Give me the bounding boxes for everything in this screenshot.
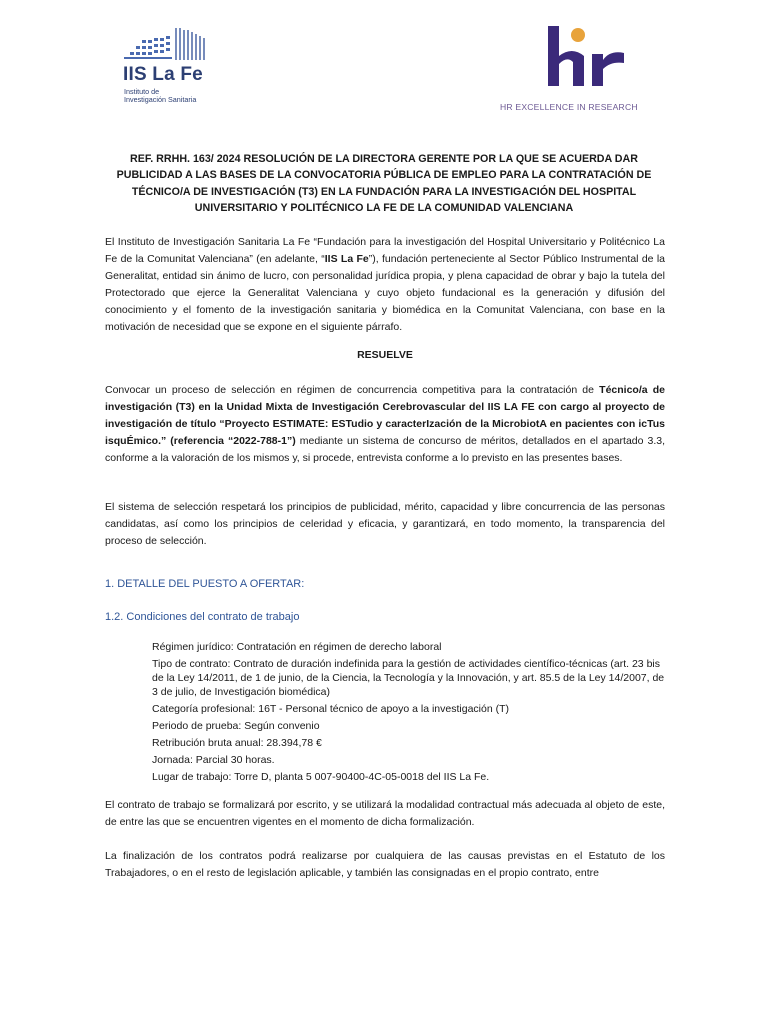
logo-subtitle-line2: Investigación Sanitaria xyxy=(124,95,197,105)
hr-excellence-caption: HR EXCELLENCE IN RESEARCH xyxy=(500,102,638,112)
condition-periodo-prueba: Periodo de prueba: Según convenio xyxy=(152,720,320,732)
hr-excellence-logo xyxy=(500,24,650,116)
intro-text-bold: IIS La Fe xyxy=(324,253,369,265)
intro-paragraph xyxy=(105,234,665,336)
convocar-text-bold: Técnico/a de investigación (T3) en la Unidad Mixta de Investigación Cerebrovascular del IIS LA FE con cargo al proyecto de investigación de título “Proyecto ESTIMATE: ESTudio y caracterIzación de la MicrobiotA en pacientes con icTus isquÉmico.” (referencia “2022-788-1”) xyxy=(105,384,665,447)
intro-text-part1: El Instituto de Investigación Sanitaria La Fe “Fundación para la investigación del Hospital Universitario y Politécnico La Fe de la Comunitat Valenciana” (en adelante, “ xyxy=(105,236,665,265)
sistema-paragraph: El sistema de selección respetará los principios de publicidad, mérito, capacidad y libre concurrencia de las personas candidatas, así como los principios de celeridad y eficacia, y garantizará, en todo momento, la transparencia del proceso de selección. xyxy=(105,501,665,547)
hr-logo-icon xyxy=(500,24,650,98)
section-heading-1-2: 1.2. Condiciones del contrato de trabajo xyxy=(105,611,300,623)
convocar-paragraph xyxy=(105,382,665,467)
building-icon xyxy=(120,26,210,62)
section-heading-1: 1. DETALLE DEL PUESTO A OFERTAR: xyxy=(105,578,305,590)
condition-retribucion: Retribución bruta anual: 28.394,78 € xyxy=(152,737,322,749)
condition-tipo-contrato: Tipo de contrato: Contrato de duración indefinida para la gestión de actividades científico-técnicas (art. 23 bis de la Ley 14/2011, de 1 de junio, de la Ciencia, la Tecnología y la Innovación, y art. 85.5 de la Ley 14/2007, de 3 de julio, de Investigación biomédica) xyxy=(152,658,665,698)
logo-subtitle-line1: Instituto de xyxy=(124,87,160,96)
logo-text-iis-la-fe: IIS La Fe xyxy=(123,64,203,85)
formalizacion-paragraph: El contrato de trabajo se formalizará por escrito, y se utilizará la modalidad contractual más adecuada al objeto de este, de entre las que se encuentren vigentes en el momento de dicha formalización. xyxy=(105,799,665,828)
logo-subtitle xyxy=(124,88,196,105)
condition-regimen: Régimen jurídico: Contratación en régimen de derecho laboral xyxy=(152,641,442,653)
convocar-text-part1: Convocar un proceso de selección en régimen de concurrencia competitiva para la contratación de xyxy=(105,384,600,396)
condition-lugar: Lugar de trabajo: Torre D, planta 5 007-90400-4C-05-0018 del IIS La Fe. xyxy=(152,771,490,783)
contract-conditions-list xyxy=(152,640,667,787)
iis-la-fe-logo xyxy=(120,26,230,108)
resuelve-heading: RESUELVE xyxy=(357,349,413,361)
condition-categoria: Categoría profesional: 16T - Personal técnico de apoyo a la investigación (T) xyxy=(152,703,510,715)
condition-jornada: Jornada: Parcial 30 horas. xyxy=(152,754,275,766)
intro-text-part2: ”), fundación perteneciente al Sector Público Instrumental de la Generalitat, entidad sin ánimo de lucro, con personalidad jurídica propia, y plena capacidad de obrar y bajo la tutela del Protectorado que ejerce la Generalitat Valenciana y cuyo objeto fundacional es la generación y difusión del conocimiento y el fomento de la investigación sanitaria y biomédica en la Comunitat Valenciana, con base en la motivación de necesidad que se expone en el siguiente párrafo. xyxy=(105,253,665,333)
document-title: REF. RRHH. 163/ 2024 RESOLUCIÓN DE LA DIRECTORA GERENTE POR LA QUE SE ACUERDA DAR PUBLICIDAD A LAS BASES DE LA CONVOCATORIA PÚBLICA DE EMPLEO PARA LA CONTRATACIÓN DE TÉCNICO/A DE INVESTIGACIÓN (T3) EN LA FUNDACIÓN PARA LA INVESTIGACIÓN DEL HOSPITAL UNIVERSITARIO Y POLITÉCNICO LA FE DE LA COMUNIDAD VALENCIANA xyxy=(116,153,652,214)
convocar-text-part2: mediante un sistema de concurso de méritos, detallados en el apartado 3.3, conforme a la valoración de los mismos y, si procede, entrevista conforme a lo previsto en las presentes bases. xyxy=(105,435,666,464)
finalizacion-paragraph: La finalización de los contratos podrá realizarse por cualquiera de las causas previstas en el Estatuto de los Trabajadores, o en el resto de legislación aplicable, y también las consignadas en el propio contrato, entre xyxy=(105,850,665,879)
